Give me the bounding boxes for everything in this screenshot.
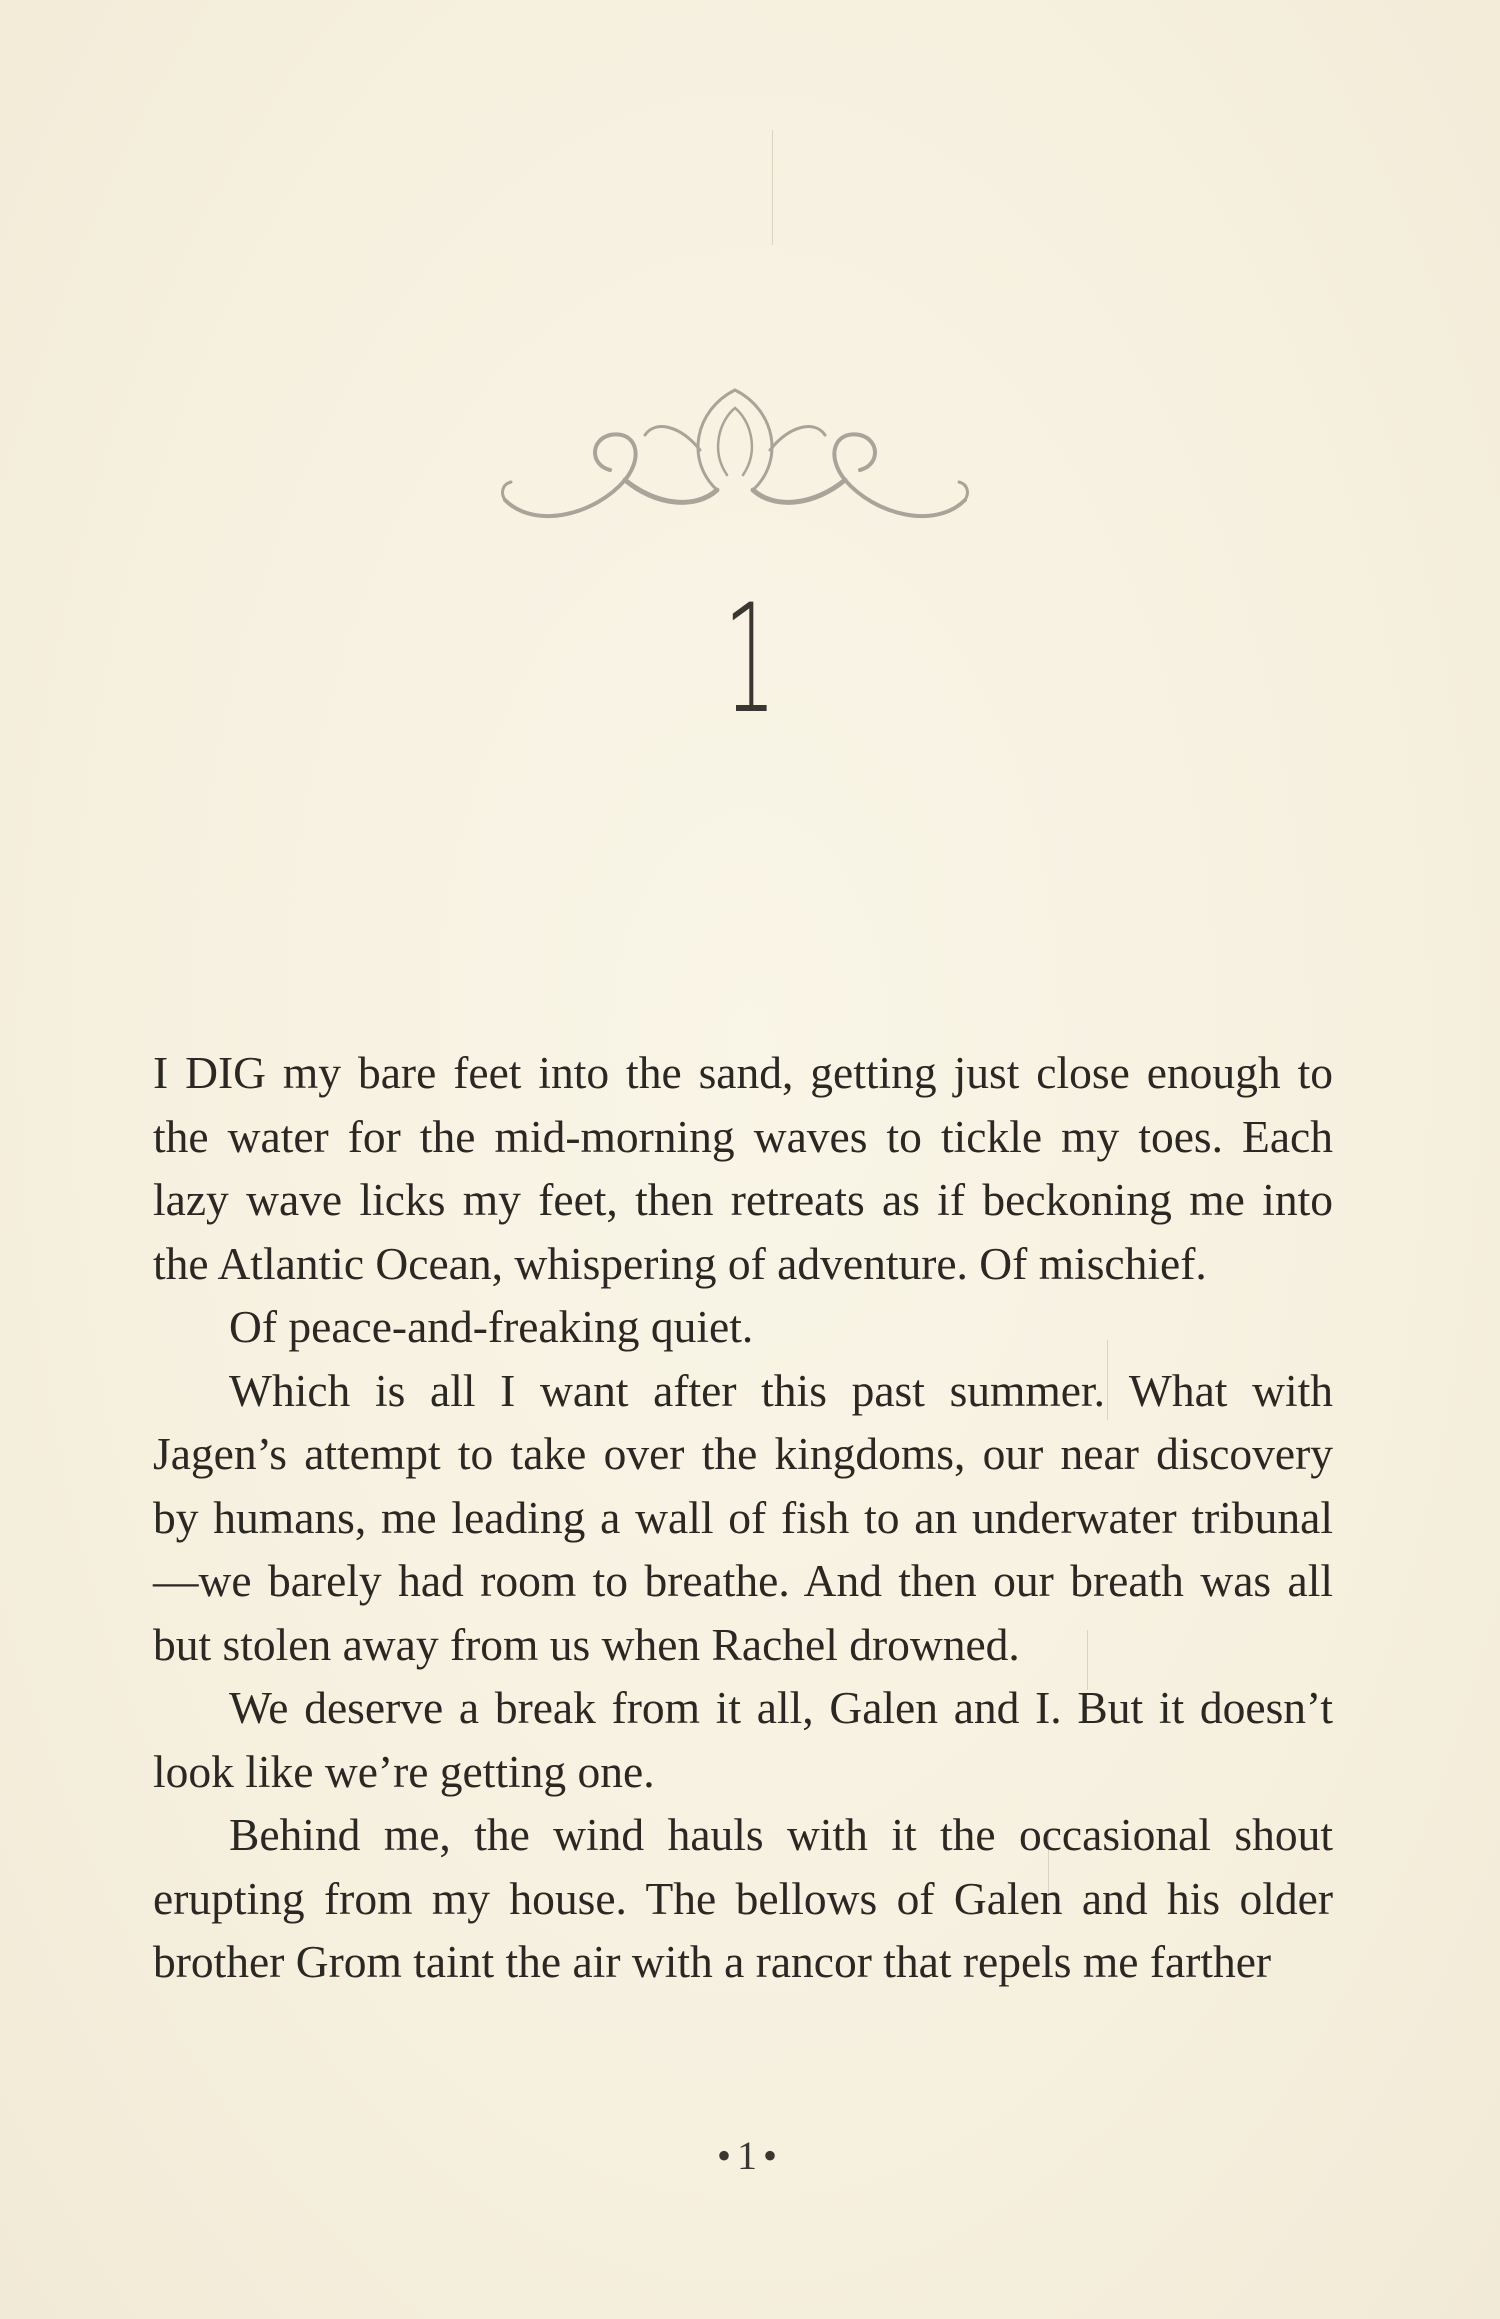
paragraph: We deserve a break from it all, Galen and I. But it doesn’t look like we’re getting one. xyxy=(153,1682,1333,1797)
page-number: •1• xyxy=(716,2133,783,2178)
paragraph xyxy=(153,1041,1333,1295)
paragraph-lead-in: I DIG xyxy=(153,1047,266,1098)
scroll-flourish-icon xyxy=(495,380,975,550)
chapter-body-text xyxy=(153,1041,1333,1994)
paragraph: Behind me, the wind hauls with it the occasional shout erupting from my house. The bellows of Galen and his older brother Grom taint the air with a rancor that repels me farther xyxy=(153,1809,1333,1987)
chapter-number: 1 xyxy=(723,573,777,747)
paragraph-text: my bare feet into the sand, getting just close enough to the water for the mid-morning waves to tickle my toes. Each lazy wave licks my feet, then retreats as if beckoning me into the Atlantic Ocean, whispering of adventure. Of mischief. xyxy=(153,1047,1333,1289)
scan-streak xyxy=(772,130,773,245)
paragraph: Of peace-and-freaking quiet. xyxy=(229,1301,754,1352)
paragraph: Which is all I want after this past summer. What with Jagen’s attempt to take over the kingdoms, our near discovery by humans, me leading a wall of fish to an underwater tribunal—we barely had room to breathe. And then our breath was all but stolen away from us when Rachel drowned. xyxy=(153,1364,1333,1670)
